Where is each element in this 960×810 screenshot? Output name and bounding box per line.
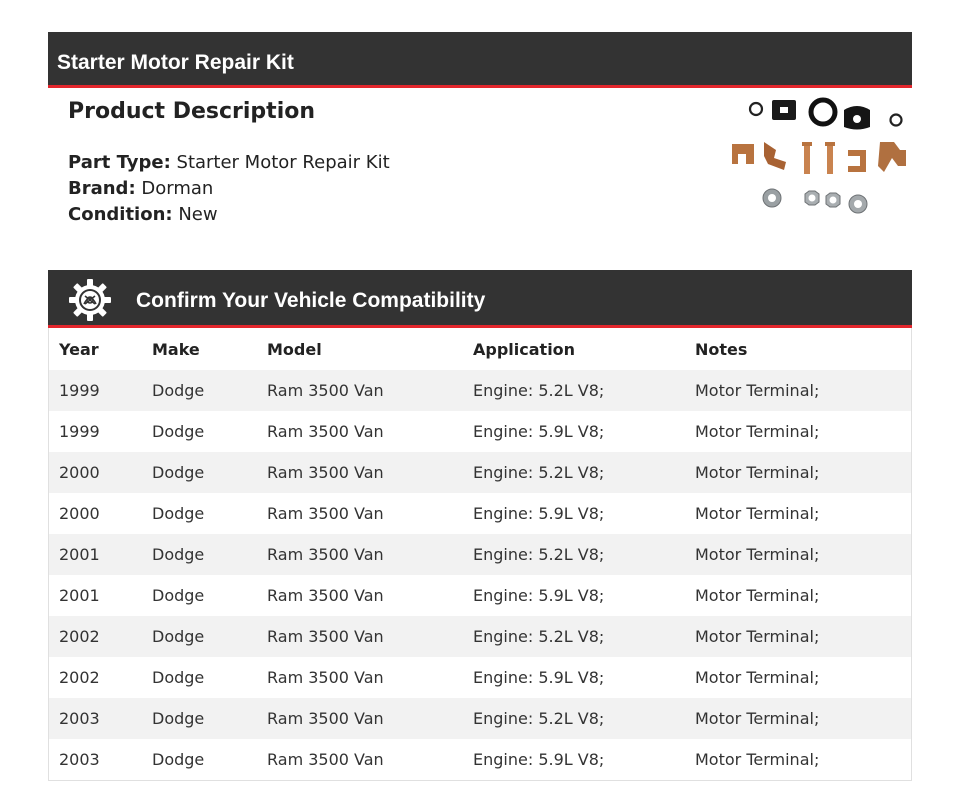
cell-application: Engine: 5.2L V8; <box>463 452 685 493</box>
description-heading: Product Description <box>68 99 316 124</box>
condition-value: New <box>178 204 218 225</box>
cell-make: Dodge <box>142 370 257 411</box>
part-type-label: Part Type: <box>68 152 171 173</box>
cell-notes: Motor Terminal; <box>685 739 911 780</box>
condition-row <box>68 202 668 228</box>
description-fields <box>68 150 668 228</box>
cell-notes: Motor Terminal; <box>685 698 911 739</box>
table-row <box>49 370 911 411</box>
cell-notes: Motor Terminal; <box>685 493 911 534</box>
brand-value: Dorman <box>141 178 214 199</box>
cell-application: Engine: 5.9L V8; <box>463 657 685 698</box>
cell-model: Ram 3500 Van <box>257 493 463 534</box>
column-header-application: Application <box>473 339 576 359</box>
cell-model: Ram 3500 Van <box>257 411 463 452</box>
part-type-value: Starter Motor Repair Kit <box>176 152 390 173</box>
cell-make: Dodge <box>142 616 257 657</box>
column-header-make: Make <box>152 339 200 359</box>
cell-year: 2002 <box>49 616 142 657</box>
cell-model: Ram 3500 Van <box>257 370 463 411</box>
cell-make: Dodge <box>142 493 257 534</box>
cell-make: Dodge <box>142 575 257 616</box>
table-row <box>49 575 911 616</box>
cell-year: 2003 <box>49 739 142 780</box>
cell-application: Engine: 5.9L V8; <box>463 739 685 780</box>
cell-year: 2003 <box>49 698 142 739</box>
cell-make: Dodge <box>142 534 257 575</box>
cell-model: Ram 3500 Van <box>257 575 463 616</box>
cell-notes: Motor Terminal; <box>685 616 911 657</box>
cell-notes: Motor Terminal; <box>685 411 911 452</box>
table-row <box>49 616 911 657</box>
cell-application: Engine: 5.9L V8; <box>463 411 685 452</box>
cell-notes: Motor Terminal; <box>685 370 911 411</box>
cell-year: 2002 <box>49 657 142 698</box>
cell-application: Engine: 5.2L V8; <box>463 698 685 739</box>
table-row <box>49 411 911 452</box>
product-title: Starter Motor Repair Kit <box>57 51 294 74</box>
condition-label: Condition: <box>68 204 173 225</box>
column-header-model: Model <box>267 339 322 359</box>
column-header-notes: Notes <box>695 339 748 359</box>
table-header-row <box>49 328 911 370</box>
cell-year: 2001 <box>49 575 142 616</box>
cell-application: Engine: 5.2L V8; <box>463 534 685 575</box>
table-row <box>49 452 911 493</box>
cell-year: 1999 <box>49 411 142 452</box>
brand-label: Brand: <box>68 178 136 199</box>
cell-make: Dodge <box>142 698 257 739</box>
cell-application: Engine: 5.2L V8; <box>463 370 685 411</box>
table-row <box>49 493 911 534</box>
compatibility-title: Confirm Your Vehicle Compatibility <box>136 289 486 312</box>
cell-model: Ram 3500 Van <box>257 452 463 493</box>
product-title-bar <box>48 32 912 88</box>
part-type-row <box>68 150 668 176</box>
cell-model: Ram 3500 Van <box>257 534 463 575</box>
cell-make: Dodge <box>142 411 257 452</box>
cell-year: 2001 <box>49 534 142 575</box>
cell-year: 2000 <box>49 493 142 534</box>
cell-notes: Motor Terminal; <box>685 657 911 698</box>
repair-kit-parts-image <box>724 92 912 222</box>
compatibility-table-body <box>49 370 911 780</box>
cell-model: Ram 3500 Van <box>257 616 463 657</box>
cell-notes: Motor Terminal; <box>685 534 911 575</box>
cell-notes: Motor Terminal; <box>685 575 911 616</box>
table-row <box>49 739 911 780</box>
compatibility-table <box>49 328 911 780</box>
cell-make: Dodge <box>142 657 257 698</box>
cell-application: Engine: 5.9L V8; <box>463 575 685 616</box>
table-row <box>49 698 911 739</box>
cell-year: 1999 <box>49 370 142 411</box>
compatibility-header <box>48 270 912 328</box>
cell-make: Dodge <box>142 452 257 493</box>
cell-model: Ram 3500 Van <box>257 657 463 698</box>
cell-model: Ram 3500 Van <box>257 698 463 739</box>
product-description <box>68 96 668 228</box>
compatibility-table-container <box>48 328 912 781</box>
cell-notes: Motor Terminal; <box>685 452 911 493</box>
gear-icon <box>68 278 112 322</box>
brand-row <box>68 176 668 202</box>
cell-application: Engine: 5.9L V8; <box>463 493 685 534</box>
cell-year: 2000 <box>49 452 142 493</box>
table-row <box>49 534 911 575</box>
table-row <box>49 657 911 698</box>
cell-model: Ram 3500 Van <box>257 739 463 780</box>
cell-application: Engine: 5.2L V8; <box>463 616 685 657</box>
cell-make: Dodge <box>142 739 257 780</box>
column-header-year: Year <box>59 339 99 359</box>
